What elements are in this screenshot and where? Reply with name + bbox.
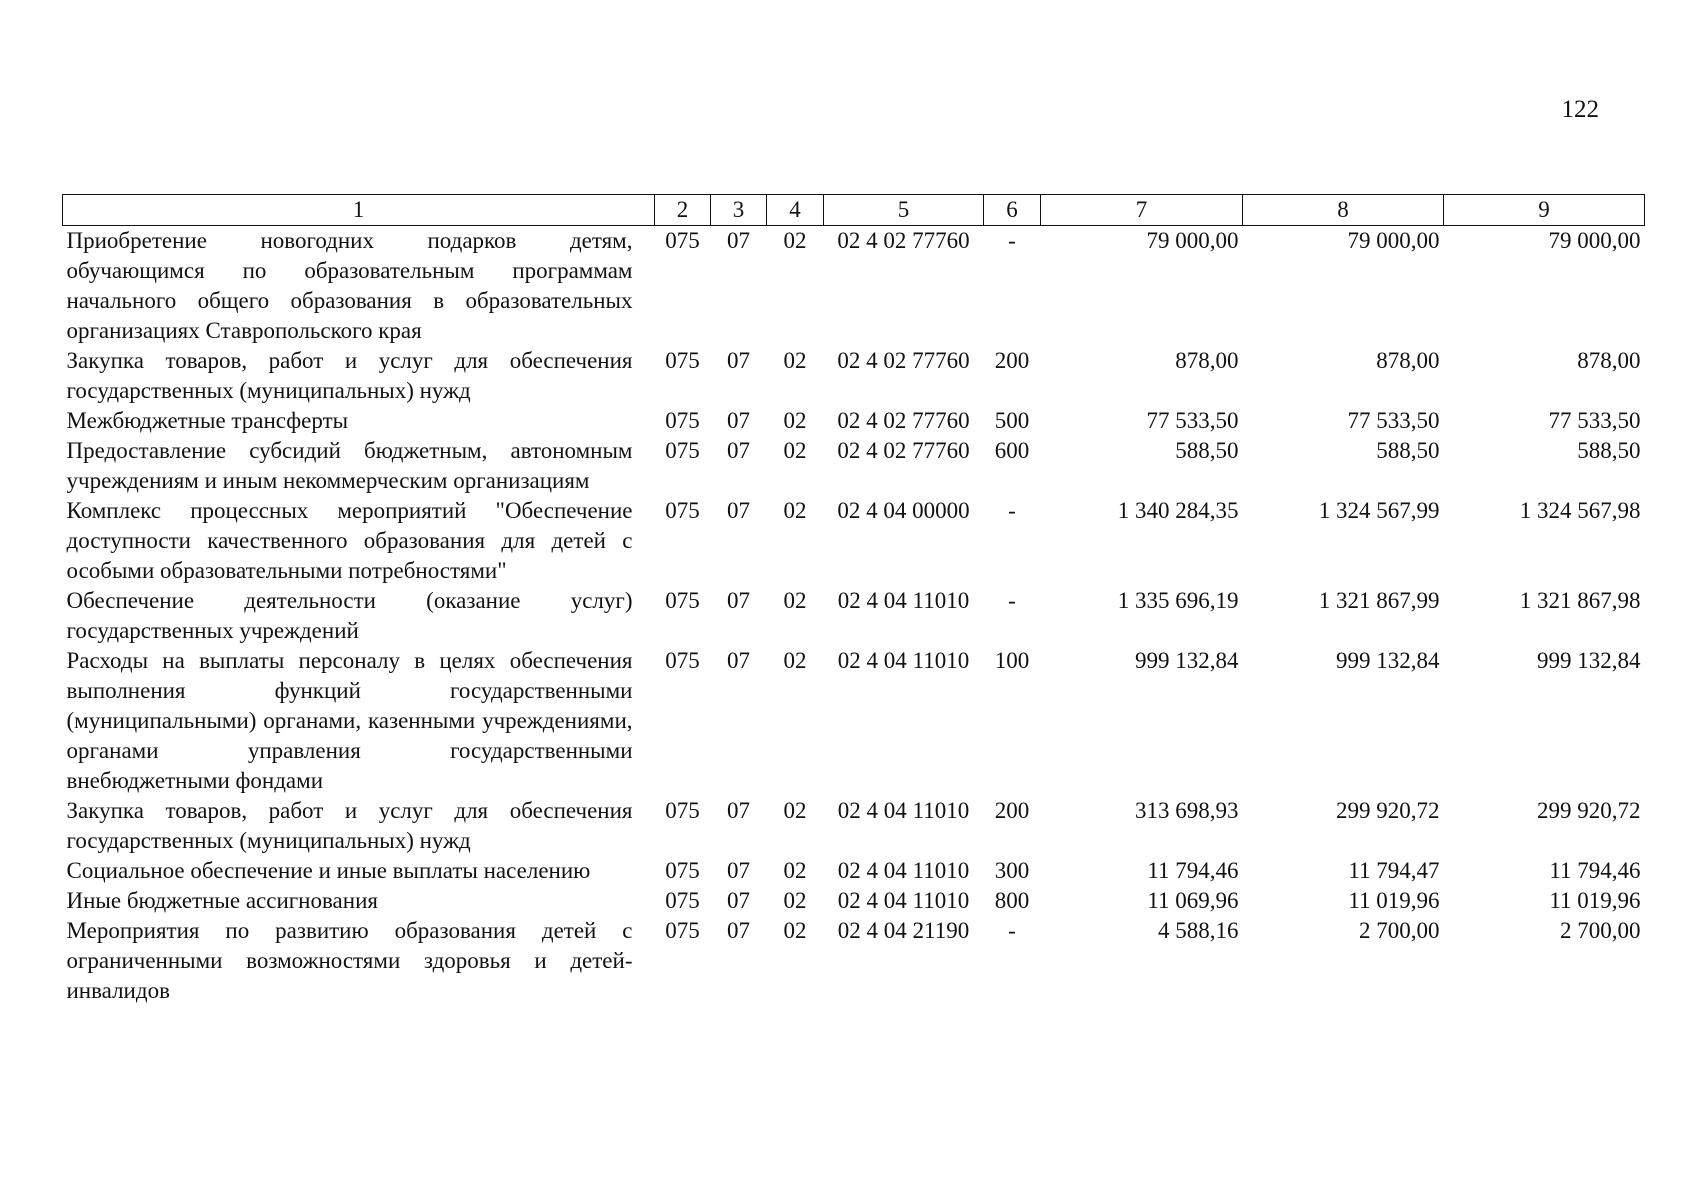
target-article-code: 02 4 04 11010 [837, 858, 970, 883]
row-name: Расходы на выплаты персоналу в целях обеспечения выполнения функций государственными (муниципальными) органами, казенными учреждениями, органами управления государственными внебюджетными фондами [66, 648, 633, 793]
amount-year-2: 878,00 [1376, 348, 1440, 373]
row-name: Закупка товаров, работ и услуг для обеспечения государственных (муниципальных) нужд [66, 798, 633, 853]
ministry-code: 075 [665, 918, 700, 943]
expense-type-code: - [1008, 588, 1016, 613]
column-header: 1 [63, 195, 655, 226]
expense-type-code: - [1008, 498, 1016, 523]
section-code: 07 [727, 498, 750, 523]
ministry-code: 075 [665, 348, 700, 373]
table-row [63, 916, 1645, 1006]
expense-type-code: - [1008, 228, 1016, 253]
row-name: Социальное обеспечение и иные выплаты населению [66, 858, 591, 883]
target-article-code: 02 4 02 77760 [837, 228, 970, 253]
target-article-code: 02 4 04 11010 [837, 888, 970, 913]
row-name: Приобретение новогодних подарков детям, обучающимся по образовательным программам начального общего образования в образовательных организациях Ставропольского края [66, 228, 633, 343]
subsection-code: 02 [783, 408, 807, 433]
amount-year-3: 11 019,96 [1549, 888, 1641, 913]
section-code: 07 [727, 918, 750, 943]
expense-type-code: 300 [994, 858, 1030, 883]
target-article-code: 02 4 04 00000 [837, 498, 970, 523]
amount-year-1: 1 340 284,35 [1117, 498, 1239, 523]
section-code: 07 [727, 348, 750, 373]
amount-year-3: 588,50 [1577, 438, 1641, 463]
amount-year-1: 4 588,16 [1158, 918, 1239, 943]
amount-year-3: 2 700,00 [1560, 918, 1641, 943]
target-article-code: 02 4 04 11010 [837, 648, 970, 673]
amount-year-3: 11 794,46 [1549, 858, 1641, 883]
table-row [63, 346, 1645, 406]
table-row [63, 886, 1645, 916]
amount-year-1: 313 698,93 [1135, 798, 1239, 823]
amount-year-1: 588,50 [1175, 438, 1239, 463]
table-body [63, 226, 1645, 1007]
expense-type-code: 200 [994, 348, 1030, 373]
amount-year-2: 588,50 [1376, 438, 1440, 463]
ministry-code: 075 [665, 498, 700, 523]
target-article-code: 02 4 04 11010 [837, 588, 970, 613]
column-header: 3 [711, 195, 767, 226]
expense-type-code: 100 [994, 648, 1030, 673]
row-name: Комплекс процессных мероприятий "Обеспечение доступности качественного образования для детей с особыми образовательными потребностями" [66, 498, 633, 583]
row-name: Иные бюджетные ассигнования [66, 888, 378, 913]
amount-year-1: 79 000,00 [1146, 228, 1239, 253]
expense-type-code: - [1008, 918, 1016, 943]
amount-year-3: 299 920,72 [1537, 798, 1641, 823]
amount-year-2: 2 700,00 [1359, 918, 1440, 943]
expense-type-code: 200 [994, 798, 1030, 823]
ministry-code: 075 [665, 228, 700, 253]
table-row [63, 646, 1645, 796]
column-header: 8 [1243, 195, 1444, 226]
amount-year-2: 11 019,96 [1348, 888, 1440, 913]
page-number: 122 [1561, 96, 1599, 123]
amount-year-2: 79 000,00 [1347, 228, 1440, 253]
amount-year-1: 11 069,96 [1147, 888, 1239, 913]
section-code: 07 [727, 858, 750, 883]
expense-type-code: 500 [994, 408, 1030, 433]
amount-year-1: 77 533,50 [1146, 408, 1239, 433]
budget-table [62, 194, 1645, 1006]
row-name: Мероприятия по развитию образования детей с ограниченными возможностями здоровья и детей-инвалидов [66, 918, 633, 1003]
amount-year-2: 999 132,84 [1336, 648, 1440, 673]
subsection-code: 02 [783, 888, 807, 913]
section-code: 07 [727, 408, 750, 433]
table-row [63, 406, 1645, 436]
subsection-code: 02 [783, 588, 807, 613]
amount-year-1: 999 132,84 [1135, 648, 1239, 673]
target-article-code: 02 4 04 21190 [837, 918, 970, 943]
amount-year-1: 878,00 [1175, 348, 1239, 373]
subsection-code: 02 [783, 648, 807, 673]
section-code: 07 [727, 438, 750, 463]
amount-year-2: 1 321 867,99 [1318, 588, 1440, 613]
section-code: 07 [727, 648, 750, 673]
subsection-code: 02 [783, 348, 807, 373]
amount-year-3: 1 324 567,98 [1519, 498, 1641, 523]
table-row [63, 586, 1645, 646]
table-row [63, 496, 1645, 586]
row-name: Межбюджетные трансферты [66, 408, 349, 433]
amount-year-3: 878,00 [1577, 348, 1641, 373]
amount-year-3: 999 132,84 [1537, 648, 1641, 673]
amount-year-3: 79 000,00 [1548, 228, 1641, 253]
subsection-code: 02 [783, 498, 807, 523]
ministry-code: 075 [665, 588, 700, 613]
section-code: 07 [727, 588, 750, 613]
table-row [63, 856, 1645, 886]
row-name: Закупка товаров, работ и услуг для обеспечения государственных (муниципальных) нужд [66, 348, 633, 403]
amount-year-2: 77 533,50 [1347, 408, 1440, 433]
subsection-code: 02 [783, 798, 807, 823]
ministry-code: 075 [665, 648, 700, 673]
column-header: 6 [984, 195, 1041, 226]
target-article-code: 02 4 02 77760 [837, 408, 970, 433]
section-code: 07 [727, 888, 750, 913]
amount-year-2: 11 794,47 [1348, 858, 1440, 883]
table-row [63, 796, 1645, 856]
amount-year-3: 77 533,50 [1548, 408, 1641, 433]
column-header: 7 [1041, 195, 1243, 226]
table-row [63, 226, 1645, 347]
ministry-code: 075 [665, 408, 700, 433]
ministry-code: 075 [665, 798, 700, 823]
ministry-code: 075 [665, 438, 700, 463]
column-header: 5 [824, 195, 984, 226]
table-header-row [63, 195, 1645, 226]
expense-type-code: 600 [994, 438, 1030, 463]
subsection-code: 02 [783, 918, 807, 943]
target-article-code: 02 4 02 77760 [837, 348, 970, 373]
amount-year-1: 11 794,46 [1147, 858, 1239, 883]
amount-year-1: 1 335 696,19 [1117, 588, 1239, 613]
subsection-code: 02 [783, 438, 807, 463]
table-row [63, 436, 1645, 496]
amount-year-2: 299 920,72 [1336, 798, 1440, 823]
ministry-code: 075 [665, 858, 700, 883]
amount-year-3: 1 321 867,98 [1519, 588, 1641, 613]
row-name: Предоставление субсидий бюджетным, автономным учреждениям и иным некоммерческим организациям [66, 438, 633, 493]
section-code: 07 [727, 228, 750, 253]
subsection-code: 02 [783, 228, 807, 253]
section-code: 07 [727, 798, 750, 823]
column-header: 4 [767, 195, 824, 226]
target-article-code: 02 4 04 11010 [837, 798, 970, 823]
subsection-code: 02 [783, 858, 807, 883]
row-name: Обеспечение деятельности (оказание услуг) государственных учреждений [66, 588, 633, 643]
ministry-code: 075 [665, 888, 700, 913]
column-header: 2 [655, 195, 711, 226]
amount-year-2: 1 324 567,99 [1318, 498, 1440, 523]
column-header: 9 [1444, 195, 1645, 226]
expense-type-code: 800 [994, 888, 1030, 913]
target-article-code: 02 4 02 77760 [837, 438, 970, 463]
